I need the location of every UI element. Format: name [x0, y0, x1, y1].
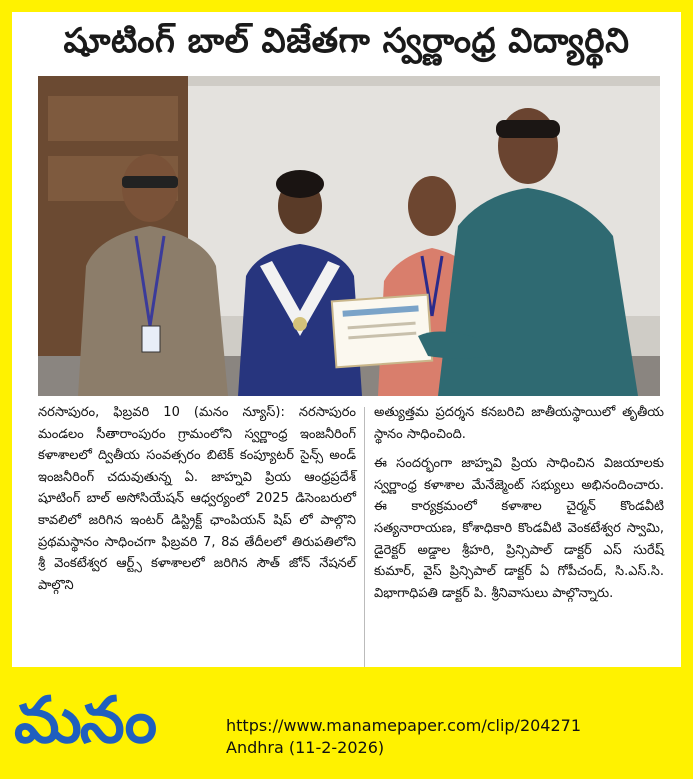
- column-divider: [364, 407, 365, 667]
- article-paragraph: ఈ సందర్భంగా జాహ్నవి ప్రియ సాధించిన విజయాలకు స్వర్ణాంధ్ర కళాశాల మేనేజ్మెంట్ సభ్యులు అభినందించారు. ఈ కార్యక్రమంలో కళాశాల చైర్మన్ కొండవీటి సత్యనారాయణ, కోశాధికారి కొండవీటి వెంకటేశ్వర స్వామి, డైరెక్టర్ అడ్డాల శ్రీహరి, ప్రిన్సిపాల్ డాక్టర్ ఎస్ సురేష్ కుమార్, వైస్ ప్రిన్సిపాల్ డాక్టర్ ఏ గోపీచంద్, సి.ఎస్.సి. విభాగాధిపతి డాక్టర్ పి. శ్రీనివాసులు పాల్గొన్నారు.: [374, 456, 664, 601]
- edition-date: Andhra (11-2-2026): [226, 738, 385, 757]
- manam-logo: మనం: [14, 684, 156, 758]
- headline: షూటింగ్ బాల్ విజేతగా స్వర్ణాంధ్ర విద్యార్థిని: [63, 21, 630, 61]
- news-photo: [38, 76, 660, 396]
- certificate-figure: [332, 295, 432, 368]
- news-clip: [12, 12, 681, 667]
- clip-url-link[interactable]: https://www.manamepaper.com/clip/204271: [226, 716, 582, 735]
- award-ceremony-photo: [38, 76, 660, 396]
- article-paragraph: నరసాపురం, ఫిబ్రవరి 10 (మనం న్యూస్): నరసాపురం మండలం సీతారాంపురం గ్రామంలోని స్వర్ణాంధ్ర ఇంజనీరింగ్ కళాశాలలో ద్వితీయ సంవత్సరం బిటెక్ కంప్యూటర్ సైన్స్ అండ్ ఇంజనీరింగ్ చదువుతున్న ఏ. జాహ్నవి ప్రియ ఆంధ్రప్రదేశ్ షూటింగ్ బాల్ అసోసియేషన్ ఆధ్వర్యంలో 2025 డిసెంబరులో కావలిలో జరిగిన ఇంటర్ డిస్ట్రిక్ట్ ఛాంపియన్ షిప్ లో పాల్గొని ప్రథమస్థానం సాధించగా ఫిబ్రవరి 7, 8వ తేదీలలో తిరుపతిలోని శ్రీ వెంకటేశ్వర ఆర్ట్స్ కళాశాలలో జరిగిన సౌత్ జోన్ నేషనల్ పాల్గొని: [38, 405, 356, 593]
- article-right-column: [374, 402, 664, 604]
- article-paragraph: అత్యుత్తమ ప్రదర్శన కనబరిచి జాతీయస్థాయిలో తృతీయ స్థానం సాధించింది.: [374, 405, 664, 442]
- article-left-column: [38, 402, 356, 596]
